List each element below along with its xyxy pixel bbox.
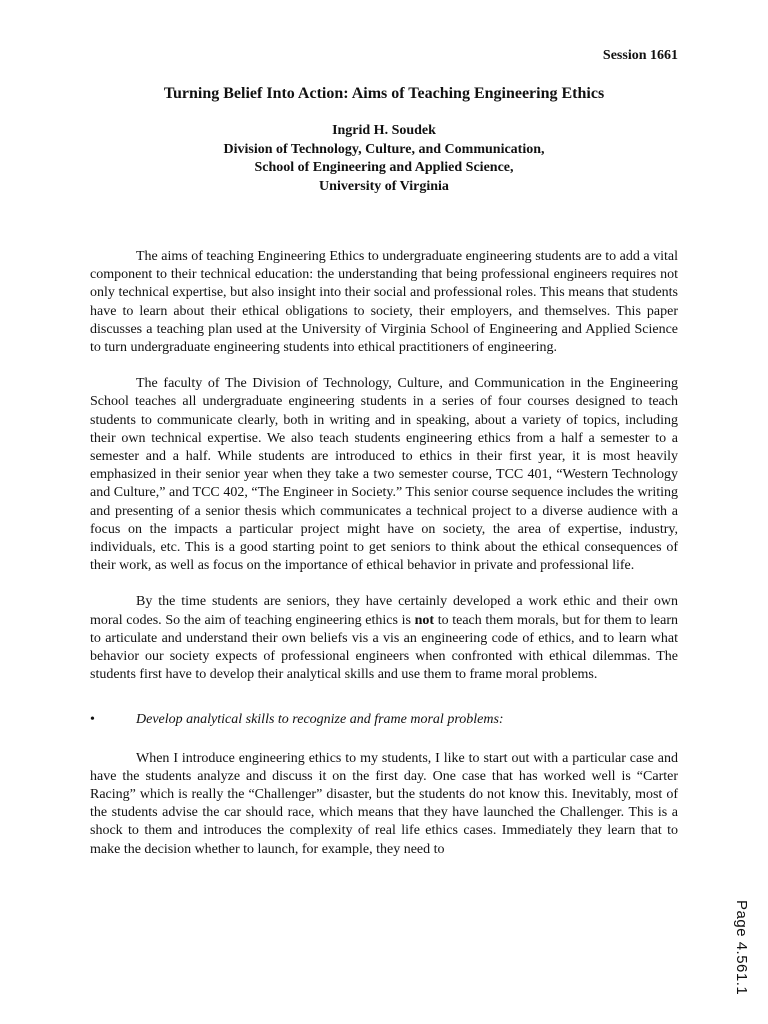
paragraph-text: By the time students are seniors, they have certainly developed a work ethic and their own moral codes. So the aim of teaching engineering ethics is [90,594,678,628]
affiliation-line: University of Virginia [319,178,449,194]
bullet-item [90,711,678,729]
author-name: Ingrid H. Soudek [332,123,436,138]
body-text [90,248,678,877]
paragraph: The faculty of The Division of Technology, Culture, and Communication in the Engineering School teaches all undergraduate engineering students in a series of four courses designed to teach students to communicate clearly, both in writing and in speaking, about a variety of topics, including their own technical expertise. We also teach students engineering ethics from a half a semester to a semester and a half. While students are introduced to ethics in their first year, it is most heavily emphasized in their senior year when they take a two semester course, TCC 401, “Western Technology and Culture,” and TCC 402, “The Engineer in Society.” This senior course sequence includes the writing and presenting of a senior thesis which communicates a technical project to a diverse audience with a focus on the impacts a particular project might have on society, the area of expertise, industry, individuals, etc. This is a good starting point to get seniors to think about the ethical consequences of their work, as well as focus on the importance of ethical behavior in private and professional life. [90,376,678,574]
emphasis-text: not [414,612,435,628]
paragraph-text: to teach them morals, but for them to learn to articulate and understand their own beliefs vis a vis an engineering code of ethics, and to learn what behavior our society expects of professional engineers when confronted with ethical dilemmas. The students first have to develop their analytical skills and use them to frame moral problems. [90,612,679,683]
author-block [0,122,768,196]
affiliation-line: School of Engineering and Applied Science, [254,160,514,175]
session-number: Session 1661 [602,48,678,63]
affiliation-line: Division of Technology, Culture, and Communication, [223,141,545,157]
bullet-icon: • [90,712,95,728]
paragraph: When I introduce engineering ethics to my students, I like to start out with a particular case and have the students analyze and discuss it on the first day. One case that has worked well is “Carter Racing” which is really the “Challenger” disaster, but the students do not know this. Inevitably, most of the students advise the car should race, which means that they have launched the Challenger. This is a shock to them and introduces the complexity of real life ethics cases. Immediately they learn that to make the decision whether to launch, for example, they need to [90,750,678,857]
page-number-label: Page 4.561.1 [733,900,750,996]
paragraph [90,593,678,684]
bullet-heading: Develop analytical skills to recognize and frame moral problems: [136,712,504,728]
paragraph: The aims of teaching Engineering Ethics to undergraduate engineering students are to add a vital component to their technical education: the understanding that being professional engineers requires not only technical expertise, but also insight into their social and professional roles. This means that students have to learn about their ethical obligations to society, their employers, and themselves. This paper discusses a teaching plan used at the University of Virginia School of Engineering and Applied Science to turn undergraduate engineering students into ethical practitioners of engineering. [90,249,678,356]
paper-title: Turning Belief Into Action: Aims of Teaching Engineering Ethics [163,85,605,102]
